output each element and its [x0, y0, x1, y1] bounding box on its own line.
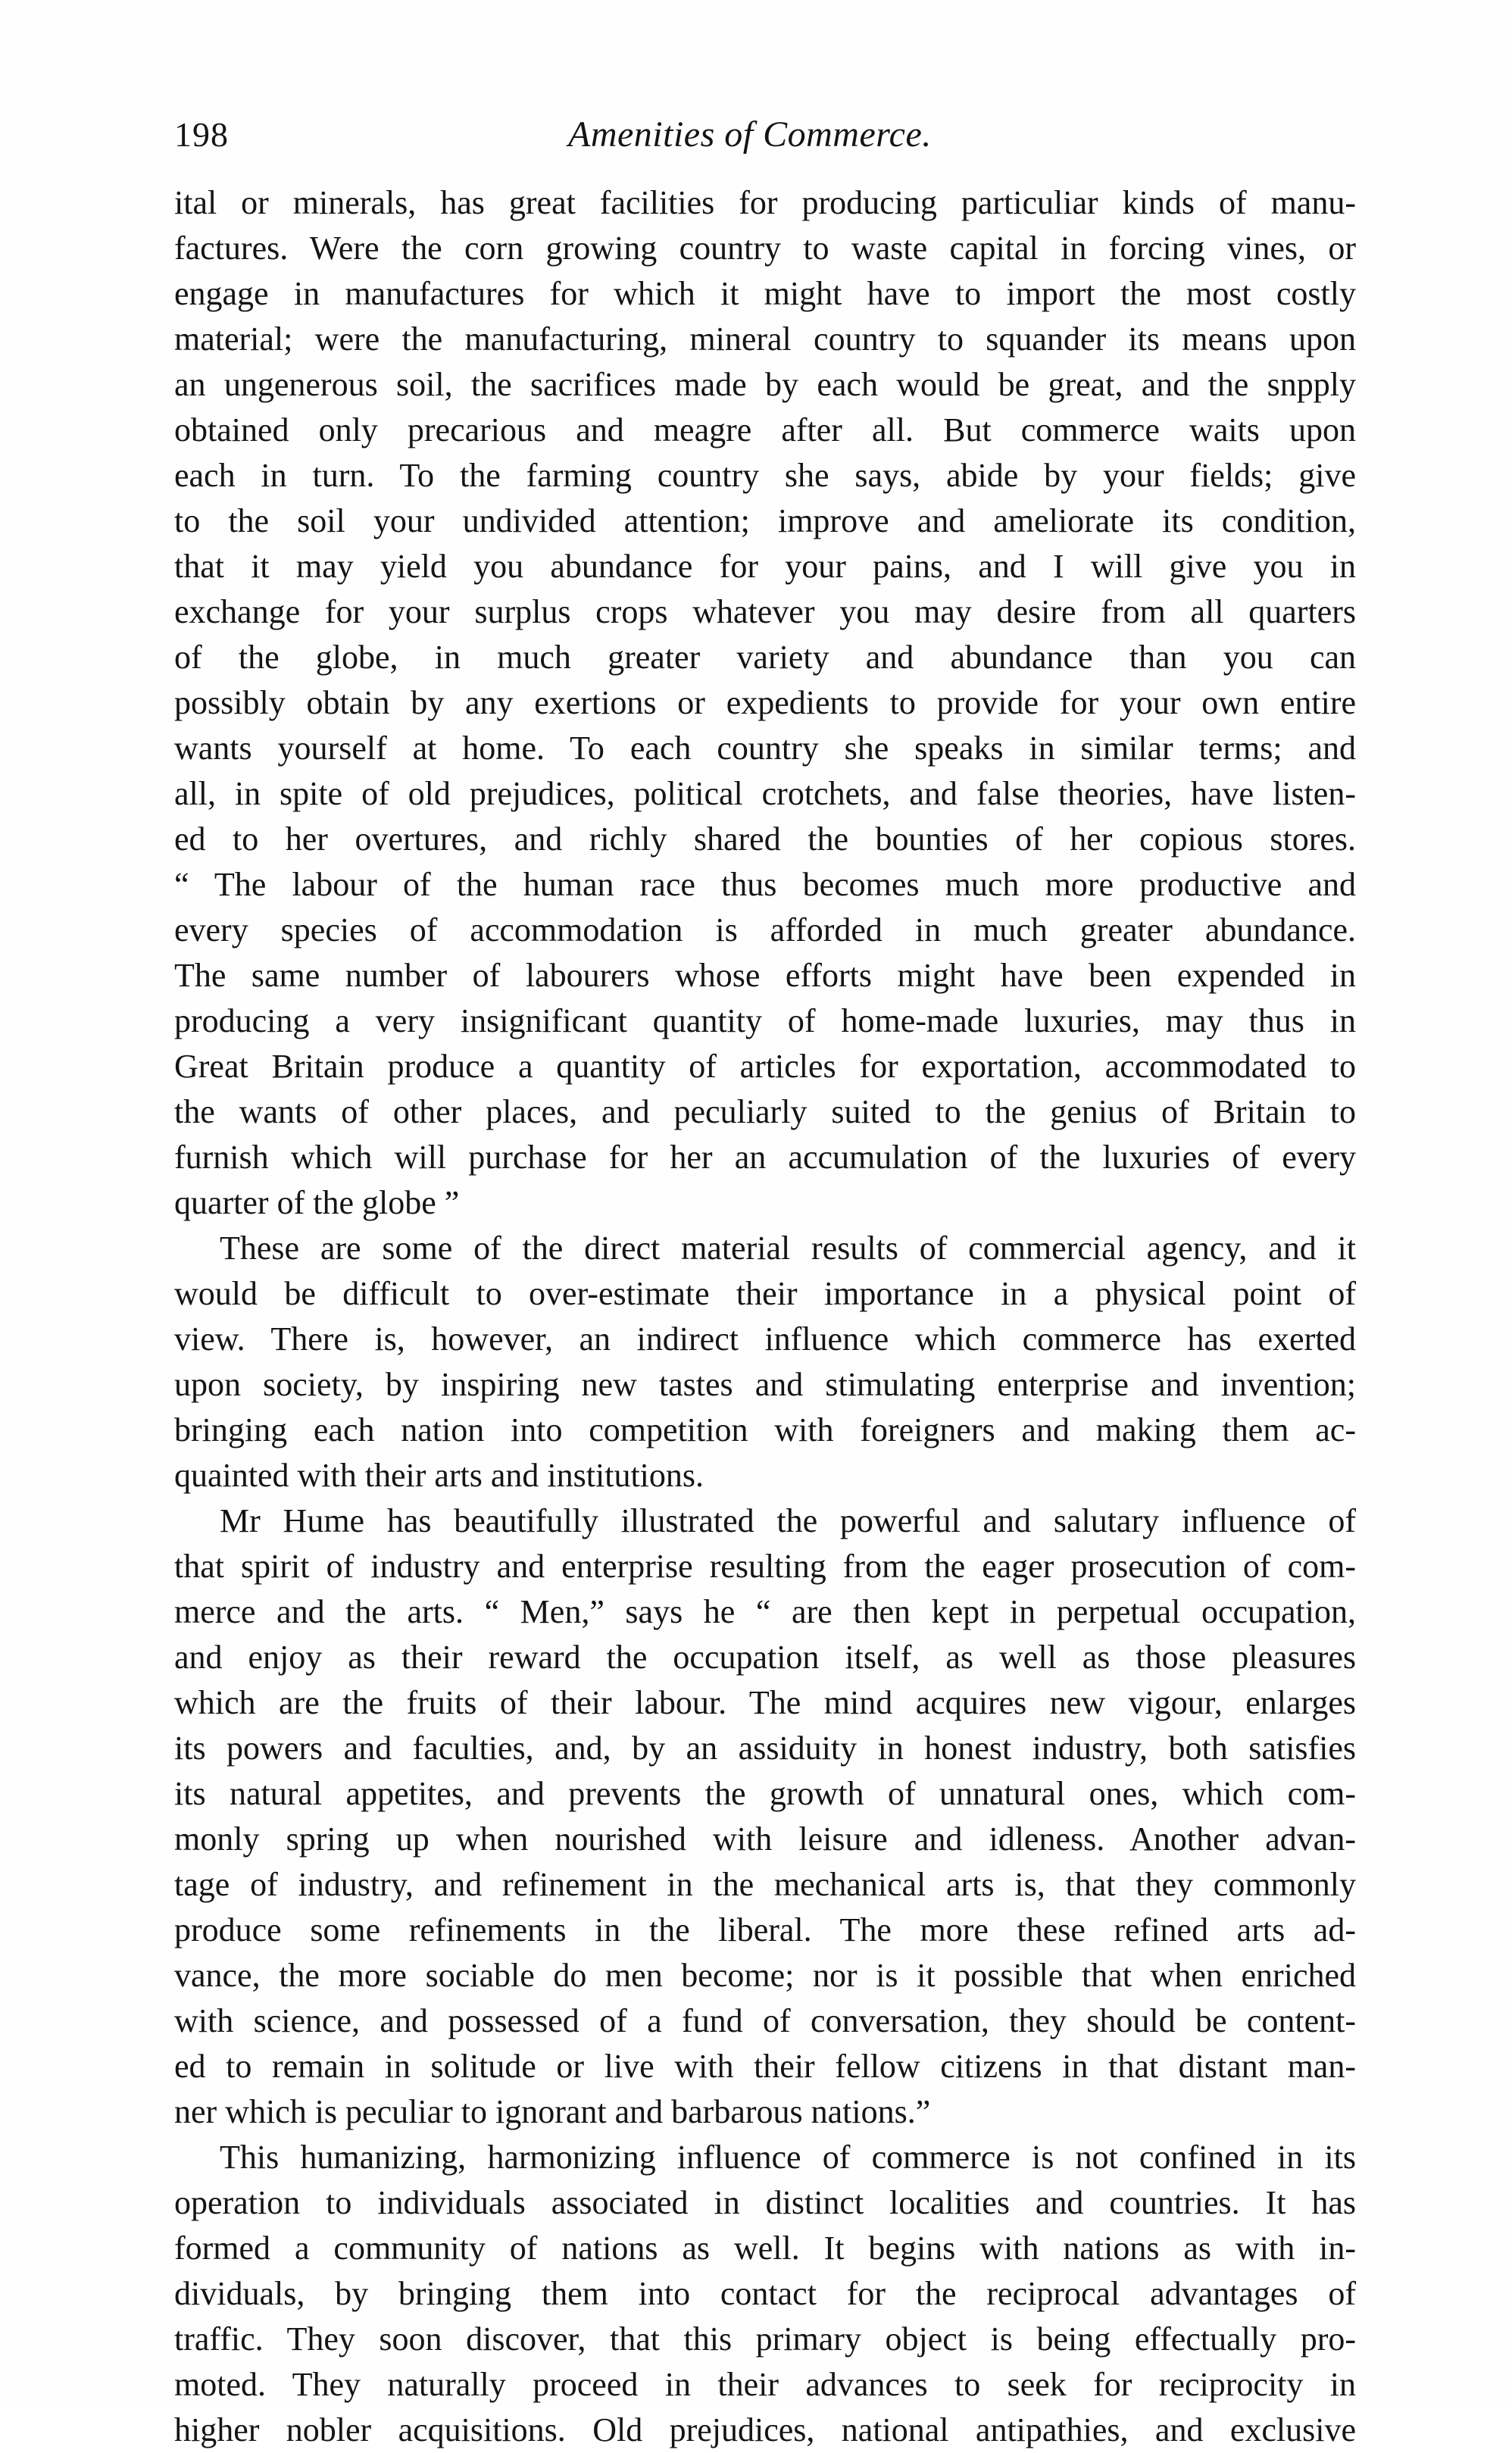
text-line: ital or minerals, has great facilities for producing particuliar kinds of manu-: [174, 184, 1356, 221]
text-line: ed to remain in solitude or live with their fellow citizens in that distant man-: [174, 2048, 1356, 2085]
text-line: engage in manufactures for which it might have to import the most costly: [174, 275, 1356, 312]
text-line: The same number of labourers whose efforts might have been expended in: [174, 957, 1356, 994]
text-line: quarter of the globe ”: [174, 1184, 460, 1221]
text-line: Mr Hume has beautifully illustrated the powerful and salutary influence of: [220, 1502, 1356, 1539]
text-line: each in turn. To the farming country she says, abide by your fields; give: [174, 457, 1356, 494]
text-line: with science, and possessed of a fund of conversation, they should be content-: [174, 2002, 1356, 2039]
text-line: every species of accommodation is afforded in much greater abundance.: [174, 911, 1356, 948]
text-line: its natural appetites, and prevents the growth of unnatural ones, which com-: [174, 1775, 1356, 1812]
text-line: that spirit of industry and enterprise resulting from the eager prosecution of com-: [174, 1548, 1356, 1585]
text-line: operation to individuals associated in distinct localities and countries. It has: [174, 2184, 1356, 2221]
text-line: This humanizing, harmonizing influence of commerce is not confined in its: [220, 2139, 1356, 2176]
text-line: furnish which will purchase for her an accumulation of the luxuries of every: [174, 1139, 1356, 1176]
text-line: Great Britain produce a quantity of articles for exportation, accommodated to: [174, 1048, 1356, 1085]
text-line: an ungenerous soil, the sacrifices made by each would be great, and the snpply: [174, 366, 1356, 403]
body-text: [174, 180, 1356, 2453]
running-title: Amenities of Commerce.: [568, 114, 932, 155]
paragraph: [174, 1498, 1356, 2135]
text-line: vance, the more sociable do men become; nor is it possible that when enriched: [174, 1957, 1356, 1994]
text-line: and enjoy as their reward the occupation itself, as well as those pleasures: [174, 1639, 1356, 1676]
text-line: formed a community of nations as well. It begins with nations as with in-: [174, 2230, 1356, 2267]
text-line: obtained only precarious and meagre after all. But commerce waits upon: [174, 411, 1356, 448]
running-head: [174, 112, 1356, 165]
paragraph: [174, 2135, 1356, 2453]
text-line: the wants of other places, and peculiarly suited to the genius of Britain to: [174, 1093, 1356, 1130]
text-line: all, in spite of old prejudices, political crotchets, and false theories, have listen-: [174, 775, 1356, 812]
text-line: possibly obtain by any exertions or expedients to provide for your own entire: [174, 684, 1356, 721]
text-line: material; were the manufacturing, mineral country to squander its means upon: [174, 320, 1356, 358]
text-line: would be difficult to over-estimate their importance in a physical point of: [174, 1275, 1356, 1312]
text-line: to the soil your undivided attention; improve and ameliorate its condition,: [174, 502, 1356, 539]
text-line: upon society, by inspiring new tastes and stimulating enterprise and invention;: [174, 1366, 1356, 1403]
text-line: tage of industry, and refinement in the mechanical arts is, that they commonly: [174, 1866, 1356, 1903]
page-number: 198: [174, 115, 229, 154]
text-line: of the globe, in much greater variety and abundance than you can: [174, 639, 1356, 676]
text-line: bringing each nation into competition with foreigners and making them ac-: [174, 1411, 1356, 1448]
text-line: moted. They naturally proceed in their advances to seek for reciprocity in: [174, 2366, 1356, 2403]
text-line: view. There is, however, an indirect influence which commerce has exerted: [174, 1320, 1356, 1358]
paragraph: [174, 1226, 1356, 1498]
text-line: which are the fruits of their labour. The mind acquires new vigour, enlarges: [174, 1684, 1356, 1721]
text-line: that it may yield you abundance for your pains, and I will give you in: [174, 548, 1356, 585]
text-line: quainted with their arts and institutions.: [174, 1457, 704, 1494]
text-line: traffic. They soon discover, that this primary object is being effectually pro-: [174, 2320, 1356, 2358]
text-line: ed to her overtures, and richly shared the bounties of her copious stores.: [174, 820, 1356, 858]
text-line: its powers and faculties, and, by an assiduity in honest industry, both satisfies: [174, 1730, 1356, 1767]
text-line: produce some refinements in the liberal. The more these refined arts ad-: [174, 1911, 1356, 1948]
paragraph: [174, 180, 1356, 1226]
text-line: monly spring up when nourished with leisure and idleness. Another advan-: [174, 1820, 1356, 1858]
text-line: factures. Were the corn growing country to waste capital in forcing vines, or: [174, 230, 1356, 267]
text-line: exchange for your surplus crops whatever you may desire from all quarters: [174, 593, 1356, 630]
text-line: producing a very insignificant quantity of home-made luxuries, may thus in: [174, 1002, 1356, 1039]
text-line: These are some of the direct material results of commercial agency, and it: [220, 1230, 1356, 1267]
text-line: wants yourself at home. To each country she speaks in similar terms; and: [174, 730, 1356, 767]
text-line: higher nobler acquisitions. Old prejudices, national antipathies, and exclusive: [174, 2411, 1356, 2448]
text-line: ner which is peculiar to ignorant and barbarous nations.”: [174, 2093, 931, 2130]
text-line: dividuals, by bringing them into contact for the reciprocal advantages of: [174, 2275, 1356, 2312]
text-line: “ The labour of the human race thus becomes much more productive and: [174, 866, 1356, 903]
text-line: merce and the arts. “ Men,” says he “ are then kept in perpetual occupation,: [174, 1593, 1356, 1630]
